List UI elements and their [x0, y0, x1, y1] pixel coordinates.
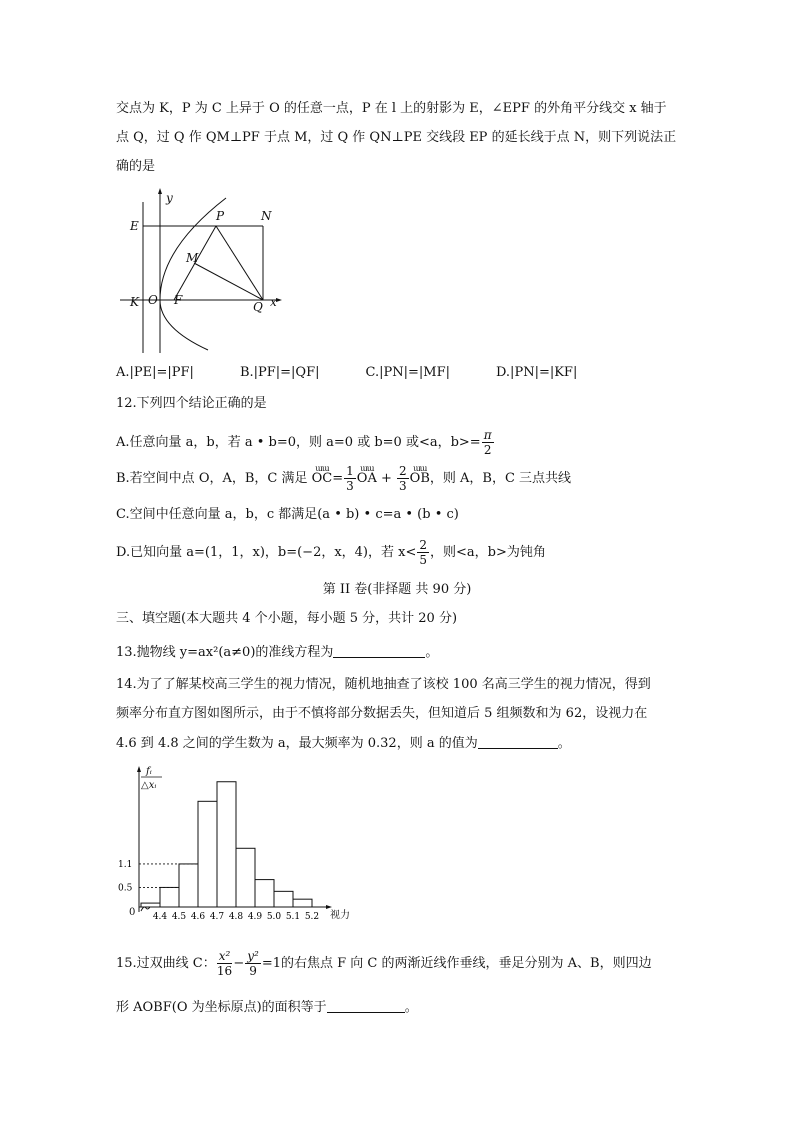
part-two-title: 第 II 卷(非择题 共 90 分)	[322, 582, 472, 597]
histogram-bar	[293, 899, 312, 907]
q11-options	[116, 363, 623, 383]
q11-option-b: B.|PF|=|QF|	[239, 365, 320, 380]
label-Q: Q	[253, 300, 263, 314]
q12-stem: 12.下列四个结论正确的是	[116, 396, 267, 411]
label-y: y	[166, 191, 173, 205]
fraction-one-third: $\frac{1}{3}$	[346, 464, 354, 493]
x-tick-label: 4.5	[171, 912, 187, 922]
x-tick-label: 5.0	[266, 912, 282, 922]
label-F: F	[174, 293, 183, 307]
label-E: E	[130, 219, 139, 233]
y-tick-label: 0.5	[118, 883, 133, 894]
x-tick-label: 5.2	[304, 912, 320, 922]
label-O: O	[148, 293, 158, 307]
histogram-bar	[217, 782, 236, 907]
q15-line-1: 15.过双曲线 C： $\frac{\text{x²}}{16}$ − $\frac{\text{y²}}{9}$ =1的右焦点 F 向 C 的两渐近线作垂线，垂足分别为 A、B，则四边	[116, 949, 652, 978]
x-tick-label: 4.7	[209, 912, 225, 922]
label-N: N	[261, 209, 272, 223]
label-x: x	[270, 295, 277, 309]
x-tick-label: 5.1	[285, 912, 301, 922]
q11-line-3: 确的是	[116, 159, 156, 174]
label-K: K	[130, 295, 139, 309]
histogram-bar	[160, 887, 179, 907]
q11-option-a: A.|PE|=|PF|	[116, 365, 194, 380]
answer-blank[interactable]	[327, 998, 405, 1013]
x-tick-label: 4.8	[228, 912, 244, 922]
fraction-pi-over-2: $\frac{\pi}{2}$	[483, 428, 492, 457]
ylabel-denominator: △xᵢ	[141, 780, 157, 791]
vector-oa: ɯɯ OA	[356, 464, 377, 486]
q11-line-1: 交点为 K，P 为 C 上异于 O 的任意一点，P 在 l 上的射影为 E，∠EPF 的外角平分线交 x 轴于	[116, 101, 667, 116]
q12-option-c: C.空间中任意向量 a，b，c 都满足(a • b) • c=a • (b • c)	[116, 507, 459, 522]
histogram-bar	[179, 864, 198, 907]
q12-a-text: A.任意向量 a，b，若 a • b=0，则 a=0 或 b=0 或<a，b>=	[116, 435, 481, 450]
q15-line-2: 形 AOBF(O 为坐标原点)的面积等于 。	[116, 1000, 418, 1015]
parabola-figure	[116, 188, 288, 356]
q12-option-a	[116, 426, 495, 460]
vector-oc: ɯɯ OC	[311, 464, 333, 486]
q13-text: 13.抛物线 y=ax²(a≠0)的准线方程为 。	[116, 645, 439, 660]
fraction-x2-over-16: $\frac{\text{x²}}{16}$	[216, 949, 233, 978]
q14-line-3: 4.6 到 4.8 之间的学生数为 a，最大频率为 0.32，则 a 的值为 。	[116, 736, 571, 751]
q11-line-2: 点 Q，过 Q 作 QM⊥PF 于点 M，过 Q 作 QN⊥PE 交线段 EP 的延长线于点 N，则下列说法正	[116, 130, 677, 145]
histogram-bar	[236, 848, 255, 907]
y-tick-label: 1.1	[118, 859, 133, 870]
x-tick-label: 4.9	[247, 912, 263, 922]
x-tick-label: 4.4	[152, 912, 168, 922]
answer-blank[interactable]	[478, 734, 558, 749]
segment-MQ	[194, 263, 263, 300]
segment-PQ	[216, 226, 263, 300]
fraction-two-thirds: $\frac{2}{3}$	[399, 464, 407, 493]
section-heading: 三、填空题(本大题共 4 个小题，每小题 5 分，共计 20 分)	[116, 611, 458, 626]
xlabel: 视力	[330, 910, 350, 921]
q11-option-d: D.|PN|=|KF|	[495, 365, 578, 380]
label-P: P	[216, 209, 225, 223]
histogram-bar	[198, 801, 217, 907]
vector-ob: ɯɯ OB	[409, 464, 430, 486]
q14-line-1: 14.为了了解某校高三学生的视力情况，随机地抽查了该校 100 名高三学生的视力情况，得到	[116, 677, 651, 692]
histogram-bar	[141, 903, 160, 907]
origin-label: 0	[129, 907, 136, 918]
q12-option-d: D.已知向量 a=(1，1，x)，b=(−2，x，4)，若 x< $\frac{2}{5}$ ，则<a，b>为钝角	[116, 538, 546, 567]
label-M: M	[186, 251, 199, 265]
fraction-two-fifths: $\frac{2}{5}$	[419, 538, 428, 567]
histogram-chart	[116, 762, 360, 924]
q14-line-2: 频率分布直方图如图所示，由于不慎将部分数据丢失，但知道后 5 组频数和为 62，设视力在	[116, 706, 648, 721]
x-tick-label: 4.6	[190, 912, 206, 922]
q11-option-c: C.|PN|=|MF|	[365, 365, 450, 380]
fraction-y2-over-9: $\frac{\text{y²}}{9}$	[247, 949, 259, 978]
histogram-bar	[255, 880, 274, 907]
histogram-bar	[274, 891, 293, 907]
ylabel-numerator: fᵢ	[146, 766, 152, 777]
answer-blank[interactable]	[333, 643, 425, 658]
q12-option-b: B.若空间中点 O，A，B，C 满足 ɯɯ OC= $\frac{1}{3}$ ɯɯ OA + $\frac{2}{3}$ ɯɯ OB，则 A，B，C 三点共线	[116, 462, 571, 496]
